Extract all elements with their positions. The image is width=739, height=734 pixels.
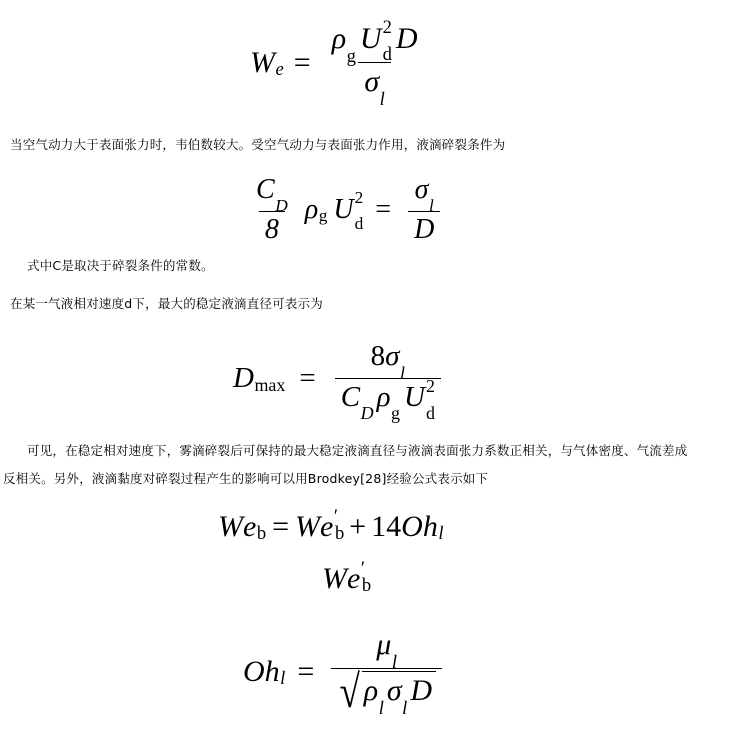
fraction-denominator <box>335 376 441 424</box>
symbol-e: e <box>243 510 257 543</box>
fraction-denominator: 8 <box>259 211 285 246</box>
fraction-dmax <box>335 340 441 424</box>
subscript-max: max <box>254 375 286 396</box>
subscript-l: l <box>378 698 384 720</box>
equation-ohnesorge-number <box>243 628 447 720</box>
paragraph-4: 可见，在稳定相对速度下，雾滴碎裂后可保持的最大稳定液滴直径与液滴表面张力系数正相关，与气体密度、气流差成 <box>27 443 688 458</box>
fraction-CD-over-8 <box>250 174 294 246</box>
symbol-plus: + <box>349 510 367 543</box>
fraction-numerator <box>250 174 294 216</box>
symbol-W: W <box>322 562 347 595</box>
symbol-prime: ′ <box>360 557 365 579</box>
subscript-b: b <box>361 575 372 597</box>
subscript-l: l <box>402 698 408 720</box>
symbol-h: h <box>422 510 438 543</box>
symbol-sigma: σ <box>414 174 429 205</box>
symbol-equals: = <box>299 362 316 395</box>
fraction-denominator <box>358 62 390 111</box>
number-8: 8 <box>370 340 386 372</box>
radical-icon: √ <box>339 667 361 718</box>
equation-breakup-condition <box>245 174 445 246</box>
equation-max-stable-diameter <box>233 340 446 424</box>
square-root <box>337 667 436 720</box>
symbol-U: U <box>359 22 382 55</box>
subscript-D: D <box>360 403 374 424</box>
subscript-l: l <box>379 89 385 111</box>
fraction-numerator <box>409 174 440 216</box>
symbol-equals: = <box>375 193 392 225</box>
subscript-g: g <box>346 46 356 68</box>
fraction-numerator <box>365 340 411 383</box>
symbol-O: O <box>401 510 423 543</box>
symbol-h: h <box>264 654 280 688</box>
symbol-rho: ρ <box>376 380 391 413</box>
symbol-U: U <box>333 193 354 225</box>
subscript-l: l <box>280 667 286 689</box>
subscript-l: l <box>438 523 444 545</box>
symbol-sigma: σ <box>386 674 402 707</box>
subscript-D: D <box>275 196 288 216</box>
symbol-sigma: σ <box>364 65 380 98</box>
symbol-O: O <box>243 654 265 688</box>
symbol-prime: ′ <box>333 505 338 527</box>
subscript-b: b <box>334 523 345 545</box>
fraction-weber <box>326 16 424 111</box>
fraction-numerator <box>326 16 424 68</box>
fraction-numerator <box>370 628 403 674</box>
symbol-D: D <box>395 22 418 55</box>
number-14: 14 <box>371 510 402 543</box>
subscript-l: l <box>428 196 434 216</box>
subscript-g: g <box>318 206 328 226</box>
symbol-equals: = <box>297 654 315 688</box>
symbol-D: D <box>233 362 254 395</box>
fraction-sigma-over-D <box>408 174 440 246</box>
fraction-denominator <box>331 667 442 720</box>
fraction-denominator: D <box>408 211 440 246</box>
symbol-rho: ρ <box>363 674 379 707</box>
symbol-W: W <box>295 510 321 543</box>
symbol-W: W <box>218 510 243 543</box>
symbol-mu: μ <box>376 628 392 661</box>
equation-weber-prime <box>322 557 372 597</box>
fraction-ohnesorge <box>331 628 442 720</box>
equation-brodkey-weber <box>218 505 444 545</box>
symbol-equals: = <box>293 46 311 79</box>
paragraph-3: 在某一气液相对速度d下，最大的稳定液滴直径可表示为 <box>10 296 323 311</box>
paragraph-1: 当空气动力大于表面张力时，韦伯数较大。受空气动力与表面张力作用，液滴碎裂条件为 <box>10 137 506 152</box>
subscript-g: g <box>391 403 400 424</box>
equation-weber-number <box>250 16 429 111</box>
subscript-l: l <box>391 652 397 674</box>
symbol-e: e <box>275 59 284 81</box>
symbol-W: W <box>250 46 275 79</box>
symbol-U: U <box>403 380 425 413</box>
subscript-l: l <box>399 362 405 383</box>
radicand <box>362 671 436 720</box>
subscript-b: b <box>256 523 267 545</box>
symbol-e: e <box>320 510 334 543</box>
symbol-C: C <box>340 380 361 413</box>
symbol-D: D <box>410 674 433 707</box>
symbol-sigma: σ <box>385 340 400 372</box>
symbol-C: C <box>256 174 275 205</box>
symbol-rho-g: ρ <box>331 22 347 55</box>
symbol-rho-g: ρ <box>304 193 319 225</box>
U-sub-d-sup-2: 2 d <box>425 376 435 424</box>
paragraph-5: 反相关。另外，液滴黏度对碎裂过程产生的影响可以用Brodkey[28]经验公式表示如下 <box>3 471 489 486</box>
paragraph-2: 式中C是取决于碎裂条件的常数。 <box>27 258 214 273</box>
symbol-e: e <box>347 562 361 595</box>
symbol-equals: = <box>272 510 290 543</box>
U-sub-d-sup-2: 2 d <box>354 187 364 233</box>
U-sub-d-sup-2: 2 d <box>382 16 392 66</box>
